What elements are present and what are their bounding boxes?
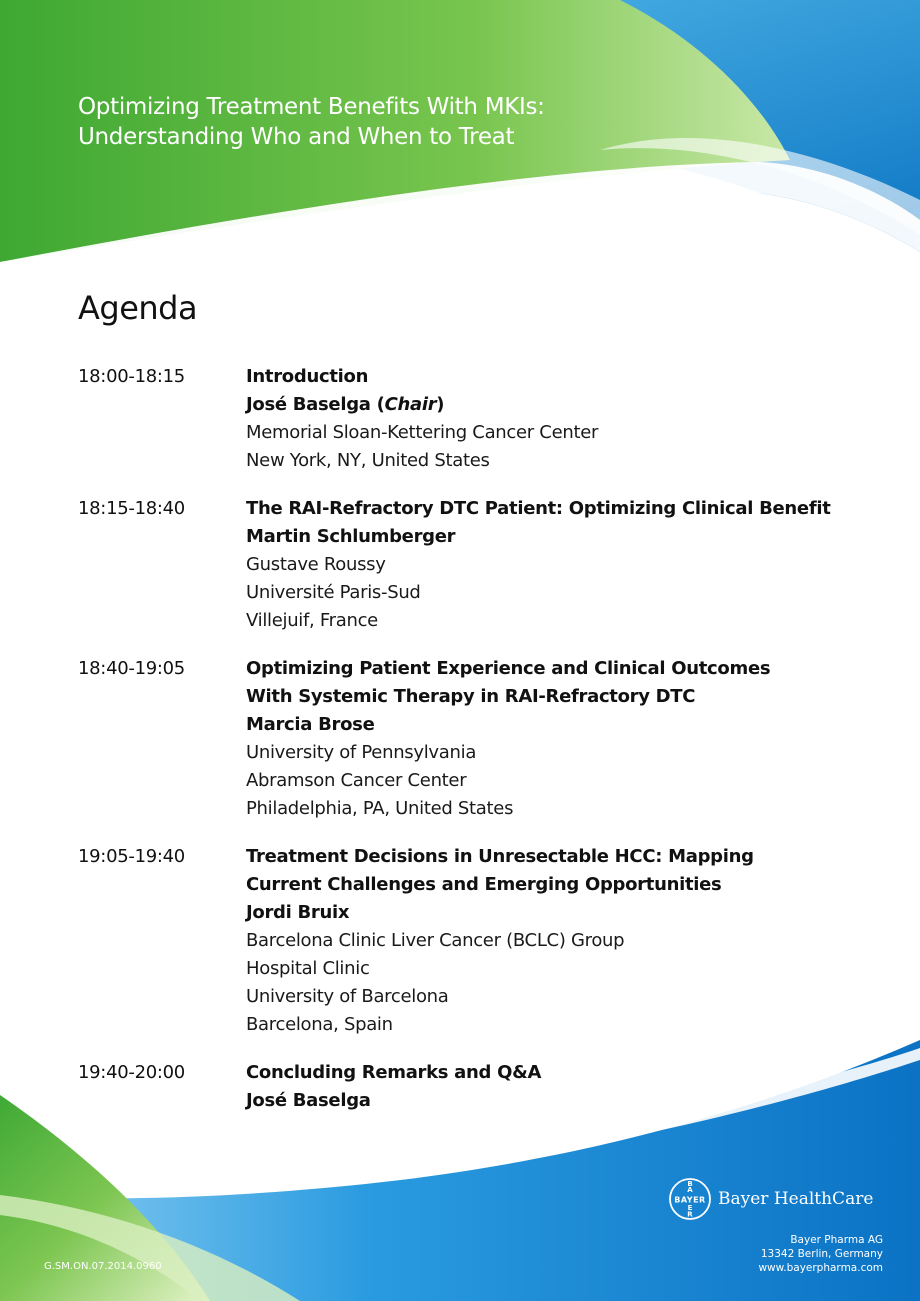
session-time: 19:05-19:40 [78,846,185,867]
session-speaker: Marcia Brose [246,714,375,735]
agenda-session [78,495,898,635]
event-title [78,92,698,152]
agenda-session [78,363,898,475]
session-details [246,1059,898,1115]
session-affiliation: Hospital Clinic [246,958,370,979]
agenda-session [78,843,898,1039]
session-affiliation: Villejuif, France [246,610,378,631]
document-code: G.SM.ON.07.2014.0960 [44,1261,162,1272]
session-time: 18:40-19:05 [78,658,185,679]
session-details [246,495,898,635]
agenda-heading: Agenda [78,289,198,327]
speaker-name: José Baselga [246,394,371,415]
address-line: 13342 Berlin, Germany [760,1248,883,1260]
session-time: 18:00-18:15 [78,366,185,387]
session-details [246,655,898,823]
bayer-logo [668,1177,873,1221]
svg-text:E: E [687,1204,693,1212]
agenda-list [78,363,898,1135]
session-affiliation: New York, NY, United States [246,450,490,471]
session-title: Current Challenges and Emerging Opportunities [246,874,722,895]
brand-name: Bayer HealthCare [718,1189,874,1209]
session-affiliation: Gustave Roussy [246,554,386,575]
agenda-session [78,655,898,823]
svg-text:B: B [687,1180,693,1188]
session-affiliation: Barcelona Clinic Liver Cancer (BCLC) Group [246,930,625,951]
session-title: Optimizing Patient Experience and Clinical Outcomes [246,658,771,679]
session-title: The RAI-Refractory DTC Patient: Optimizing Clinical Benefit [246,498,831,519]
session-affiliation: University of Barcelona [246,986,449,1007]
session-details [246,843,898,1039]
company-address [758,1233,883,1275]
svg-text:A: A [687,1186,693,1194]
session-speaker: José Baselga (Chair) [246,394,445,415]
session-affiliation: Abramson Cancer Center [246,770,467,791]
session-affiliation: Barcelona, Spain [246,1014,393,1035]
session-title: With Systemic Therapy in RAI-Refractory DTC [246,686,696,707]
session-speaker: Martin Schlumberger [246,526,456,547]
bayer-cross-logo-icon [668,1177,712,1221]
session-affiliation: Université Paris-Sud [246,582,421,603]
session-time: 19:40-20:00 [78,1062,185,1083]
event-title-line: Optimizing Treatment Benefits With MKIs: [78,94,545,120]
session-time: 18:15-18:40 [78,498,185,519]
svg-text:BAYER: BAYER [674,1195,706,1205]
session-details [246,363,898,475]
event-title-line: Understanding Who and When to Treat [78,124,515,150]
address-line: Bayer Pharma AG [790,1234,883,1246]
session-affiliation: University of Pennsylvania [246,742,477,763]
address-line: www.bayerpharma.com [758,1262,883,1274]
session-affiliation: Philadelphia, PA, United States [246,798,514,819]
session-title: Introduction [246,366,369,387]
session-speaker: José Baselga [246,1090,371,1111]
session-title: Treatment Decisions in Unresectable HCC: Mapping [246,846,754,867]
session-affiliation: Memorial Sloan-Kettering Cancer Center [246,422,599,443]
agenda-session [78,1059,898,1115]
session-speaker: Jordi Bruix [246,902,350,923]
svg-text:R: R [687,1210,693,1219]
session-title: Concluding Remarks and Q&A [246,1062,542,1083]
speaker-role: Chair [384,394,437,415]
